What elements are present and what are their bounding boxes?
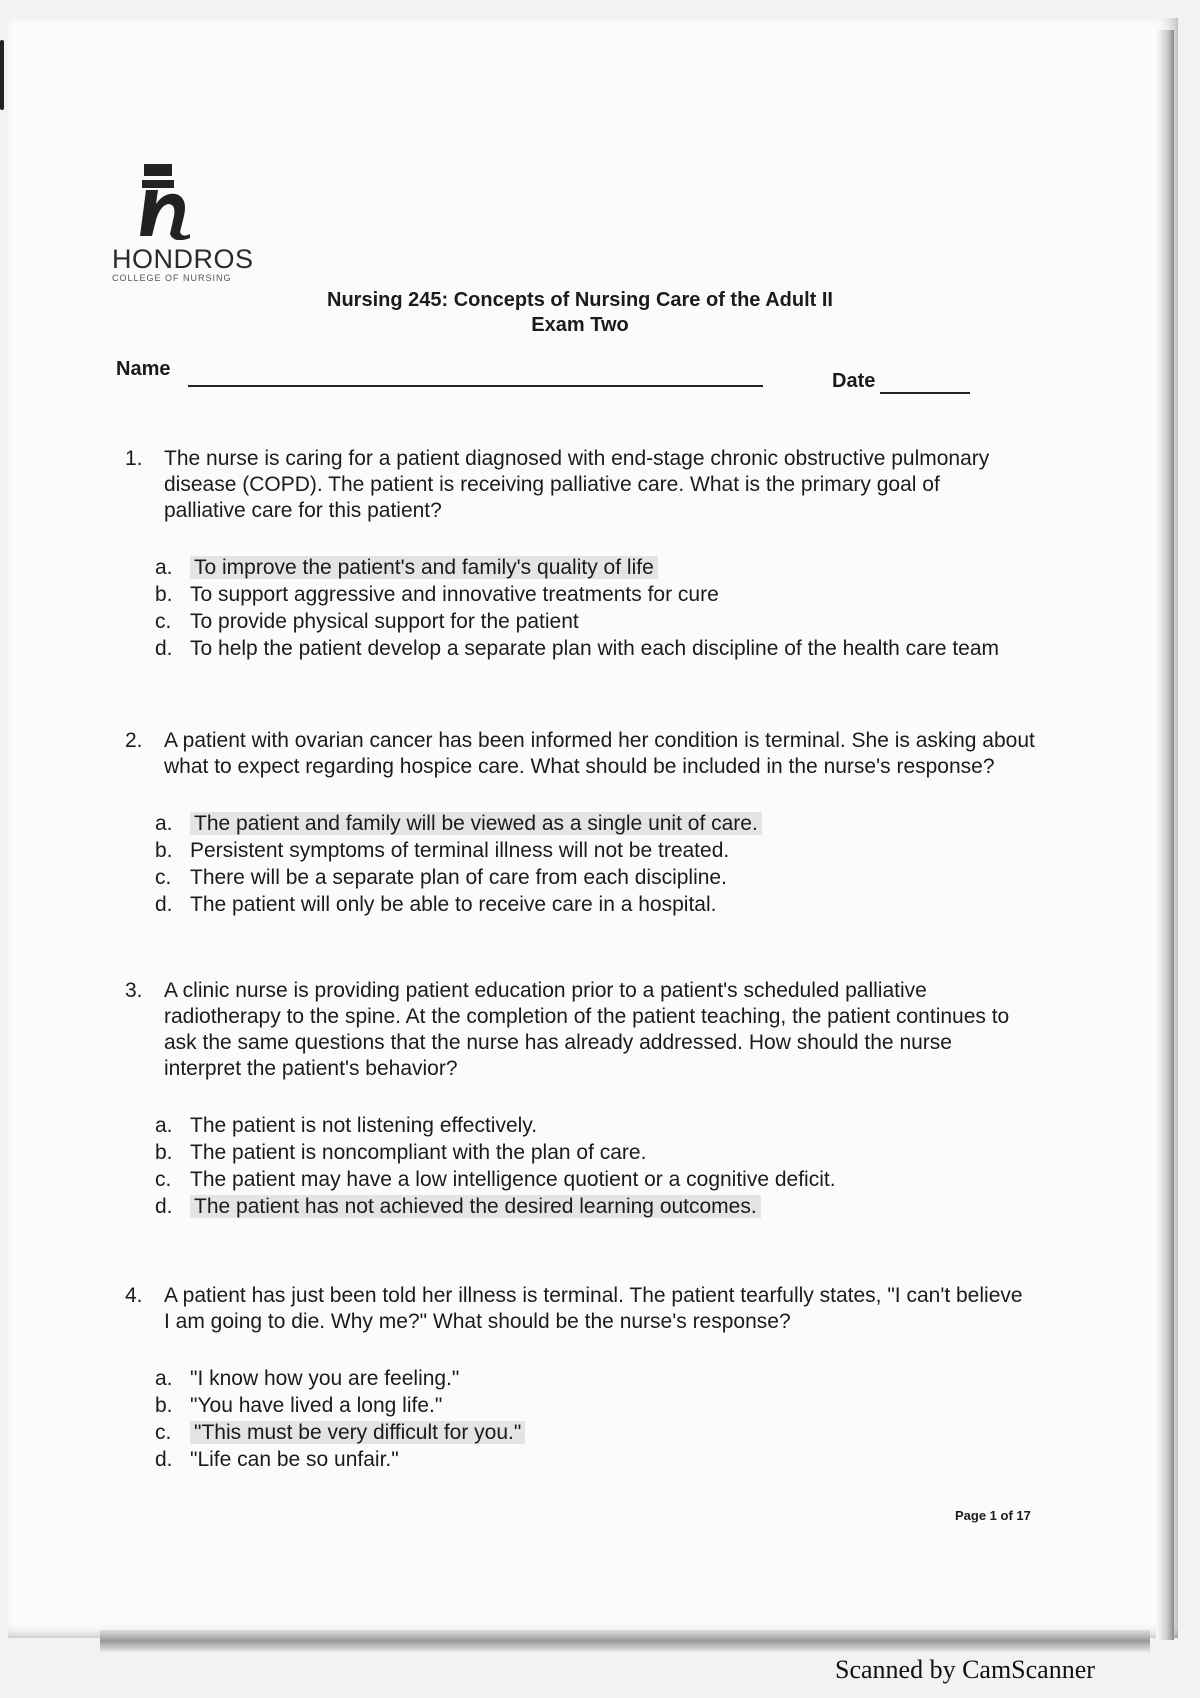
question-4 — [125, 1283, 1050, 1473]
option-text: "Life can be so unfair." — [190, 1448, 399, 1471]
option-c[interactable] — [155, 864, 1050, 891]
option-letter: a. — [155, 1367, 173, 1390]
option-letter: d. — [155, 1448, 173, 1471]
name-label: Name — [116, 358, 171, 380]
page-edge-shadow — [1156, 30, 1174, 1640]
exam-name: Exam Two — [531, 314, 629, 336]
option-letter: a. — [155, 556, 173, 579]
option-text: The patient is noncompliant with the plan of care. — [190, 1141, 647, 1164]
option-b[interactable] — [155, 1139, 1050, 1166]
option-a[interactable] — [155, 554, 1050, 581]
option-text-highlighted: "This must be very difficult for you." — [190, 1421, 525, 1444]
option-text: Persistent symptoms of terminal illness will not be treated. — [190, 839, 730, 862]
question-number: 2. — [125, 729, 143, 752]
logo-subtitle: COLLEGE OF NURSING — [112, 273, 232, 283]
option-letter: c. — [155, 1168, 172, 1191]
option-text: "I know how you are feeling." — [190, 1367, 460, 1390]
option-c[interactable] — [155, 1166, 1050, 1193]
option-letter: d. — [155, 637, 173, 660]
option-a[interactable] — [155, 1365, 1050, 1392]
scanner-watermark: Scanned by CamScanner — [835, 1655, 1095, 1684]
option-letter: b. — [155, 839, 173, 862]
option-text: The patient is not listening effectively. — [190, 1114, 538, 1137]
option-letter: b. — [155, 1141, 173, 1164]
option-d[interactable] — [155, 1193, 1050, 1220]
option-d[interactable] — [155, 635, 1010, 662]
option-c[interactable] — [155, 1419, 1050, 1446]
option-list — [155, 1365, 1050, 1473]
option-letter: c. — [155, 1421, 172, 1444]
exam-title — [260, 288, 900, 338]
option-text: To support aggressive and innovative treatments for cure — [190, 583, 719, 606]
question-2 — [125, 728, 1050, 918]
option-letter: b. — [155, 1394, 173, 1417]
option-b[interactable] — [155, 837, 1050, 864]
question-stem: A patient with ovarian cancer has been informed her condition is terminal. She is asking about what to expect regarding hospice care. What should be included in the nurse's response? — [164, 729, 1035, 778]
page-number: Page 1 of 17 — [955, 1508, 1031, 1523]
option-letter: c. — [155, 866, 172, 889]
scan-edge-mark — [0, 40, 4, 110]
option-text-highlighted: To improve the patient's and family's quality of life — [190, 556, 658, 579]
option-letter: a. — [155, 1114, 173, 1137]
option-letter: b. — [155, 583, 173, 606]
option-b[interactable] — [155, 581, 1050, 608]
option-letter: a. — [155, 812, 173, 835]
option-text: To help the patient develop a separate plan with each discipline of the health care team — [190, 637, 1000, 660]
option-text-highlighted: The patient and family will be viewed as a single unit of care. — [190, 812, 762, 835]
option-a[interactable] — [155, 810, 1050, 837]
hondros-logo — [112, 160, 262, 283]
option-d[interactable] — [155, 891, 1050, 918]
question-stem: The nurse is caring for a patient diagnosed with end-stage chronic obstructive pulmonary disease (COPD). The patient is receiving palliative care. What is the primary goal of palliative care for this patient? — [164, 447, 990, 522]
question-stem: A patient has just been told her illness is terminal. The patient tearfully states, "I can't believe I am going to die. Why me?" What should be the nurse's response? — [164, 1284, 1023, 1333]
option-list — [155, 554, 1050, 662]
option-letter: c. — [155, 610, 172, 633]
option-c[interactable] — [155, 608, 1050, 635]
option-text: The patient may have a low intelligence quotient or a cognitive deficit. — [190, 1168, 836, 1191]
option-b[interactable] — [155, 1392, 1050, 1419]
date-label: Date — [832, 370, 876, 392]
course-title: Nursing 245: Concepts of Nursing Care of the Adult II — [327, 289, 833, 311]
logo-hn-icon — [112, 160, 192, 240]
question-number: 4. — [125, 1284, 143, 1307]
option-d[interactable] — [155, 1446, 1050, 1473]
option-letter: d. — [155, 893, 173, 916]
option-text: There will be a separate plan of care from each discipline. — [190, 866, 727, 889]
option-text-highlighted: The patient has not achieved the desired learning outcomes. — [190, 1195, 761, 1218]
question-1 — [125, 446, 1050, 662]
option-text: To provide physical support for the patient — [190, 610, 579, 633]
option-list — [155, 1112, 1050, 1220]
name-field-line[interactable] — [188, 385, 763, 387]
option-text: The patient will only be able to receive care in a hospital. — [190, 893, 717, 916]
question-number: 1. — [125, 447, 143, 470]
question-stem: A clinic nurse is providing patient education prior to a patient's scheduled palliative radiotherapy to the spine. At the completion of the patient teaching, the patient continues to ask the same questions that the nurse has already addressed. How should the nurse interpret the patient's behavior? — [164, 979, 1010, 1080]
option-a[interactable] — [155, 1112, 1050, 1139]
page-bottom-edge — [100, 1630, 1150, 1652]
date-field-line[interactable] — [880, 392, 970, 394]
question-3 — [125, 978, 1050, 1220]
option-list — [155, 810, 1050, 918]
logo-name: HONDROS — [112, 244, 254, 274]
option-text: "You have lived a long life." — [190, 1394, 443, 1417]
option-letter: d. — [155, 1195, 173, 1218]
question-number: 3. — [125, 979, 143, 1002]
